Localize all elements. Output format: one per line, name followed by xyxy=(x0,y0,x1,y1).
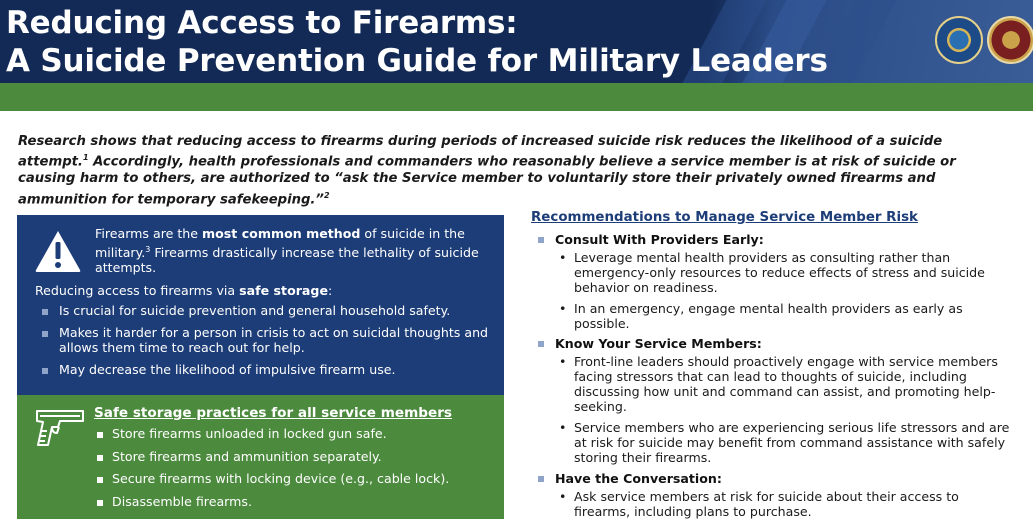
recommendation-section xyxy=(537,471,1012,525)
safe-storage-practices-title: Safe storage practices for all service members xyxy=(94,405,452,421)
warning-text xyxy=(95,226,495,276)
list-item: May decrease the likelihood of impulsive firearm use. xyxy=(37,362,497,378)
title-line-1: Reducing Access to Firearms: xyxy=(6,5,518,41)
safe-storage-intro-colon: : xyxy=(328,283,333,298)
handgun-icon xyxy=(34,405,86,449)
title-line-2: A Suicide Prevention Guide for Military Leaders xyxy=(6,43,828,79)
section-list xyxy=(537,250,1012,331)
list-item: Disassemble firearms. xyxy=(94,494,494,510)
safe-storage-intro xyxy=(35,283,332,299)
department-of-defense-seal xyxy=(935,16,983,64)
section-heading: Know Your Service Members: xyxy=(537,336,1012,352)
safe-storage-intro-text: Reducing access to firearms via xyxy=(35,283,240,298)
recommendation-section xyxy=(537,336,1012,471)
intro-paragraph xyxy=(18,134,1013,208)
warning-text-part: of suicide in the military. xyxy=(95,226,465,260)
intro-footnote-ref-1: 1 xyxy=(82,153,89,163)
warning-triangle-icon xyxy=(34,229,82,273)
safe-storage-practices-box xyxy=(17,395,504,519)
safe-storage-practices-list xyxy=(94,426,494,516)
intro-text-1: Research shows that reducing access to firearms during periods of increased suicide risk reduces the likelihood of a suicide attempt. xyxy=(18,134,943,170)
recommendations-title: Recommendations to Manage Service Member Risk xyxy=(531,210,918,225)
department-of-veterans-affairs-seal xyxy=(987,16,1033,64)
warning-text-emphasis: most common method xyxy=(202,226,361,241)
section-list xyxy=(537,354,1012,465)
section-heading: Consult With Providers Early: xyxy=(537,232,1012,248)
header-banner xyxy=(0,0,1033,83)
safe-storage-intro-emphasis: safe storage xyxy=(239,283,328,298)
list-item: Secure firearms with locking device (e.g., cable lock). xyxy=(94,471,494,487)
warning-text-part: Firearms are the xyxy=(95,226,203,241)
list-item: • Leverage mental health providers as consulting rather than emergency-only resources to reduce effects of stress and suicide behavior on readiness. xyxy=(537,250,1012,295)
section-heading: Have the Conversation: xyxy=(537,471,1012,487)
list-item: Is crucial for suicide prevention and general household safety. xyxy=(37,303,497,319)
list-item: • Service members who are experiencing serious life stressors and are at risk for suicide may benefit from command assistance with safely storing their firearms. xyxy=(537,420,1012,465)
section-list xyxy=(537,489,1012,519)
safe-storage-benefits-list xyxy=(37,303,497,383)
list-item: Makes it harder for a person in crisis to act on suicidal thoughts and allows them time to reach out for help. xyxy=(37,325,497,356)
list-item: • Ask service members at risk for suicide about their access to firearms, including plans to purchase. xyxy=(537,489,1012,519)
intro-footnote-ref-2: 2 xyxy=(323,190,330,200)
intro-text-2: Accordingly, health professionals and commanders who reasonably believe a service member is at risk of suicide or causing harm to others, are authorized to “ask the Service member to voluntarily store their privately owned firearms and ammunition for temporary safekeeping.” xyxy=(18,154,956,207)
list-item: • In an emergency, engage mental health providers as early as possible. xyxy=(537,301,1012,331)
warning-footnote-ref: 3 xyxy=(145,244,151,254)
firearm-risk-box xyxy=(17,215,504,395)
warning-text-part: Firearms drastically increase the lethality of suicide attempts. xyxy=(95,244,479,276)
list-item: Store firearms and ammunition separately. xyxy=(94,449,494,465)
header-green-band xyxy=(0,83,1033,111)
list-item: Store firearms unloaded in locked gun safe. xyxy=(94,426,494,442)
page-title xyxy=(6,4,828,80)
list-item: • Front-line leaders should proactively engage with service members facing stressors that can lead to thoughts of suicide, including discussing how unit and command can assist, and promoting help-seeking. xyxy=(537,354,1012,414)
recommendation-section xyxy=(537,232,1012,337)
